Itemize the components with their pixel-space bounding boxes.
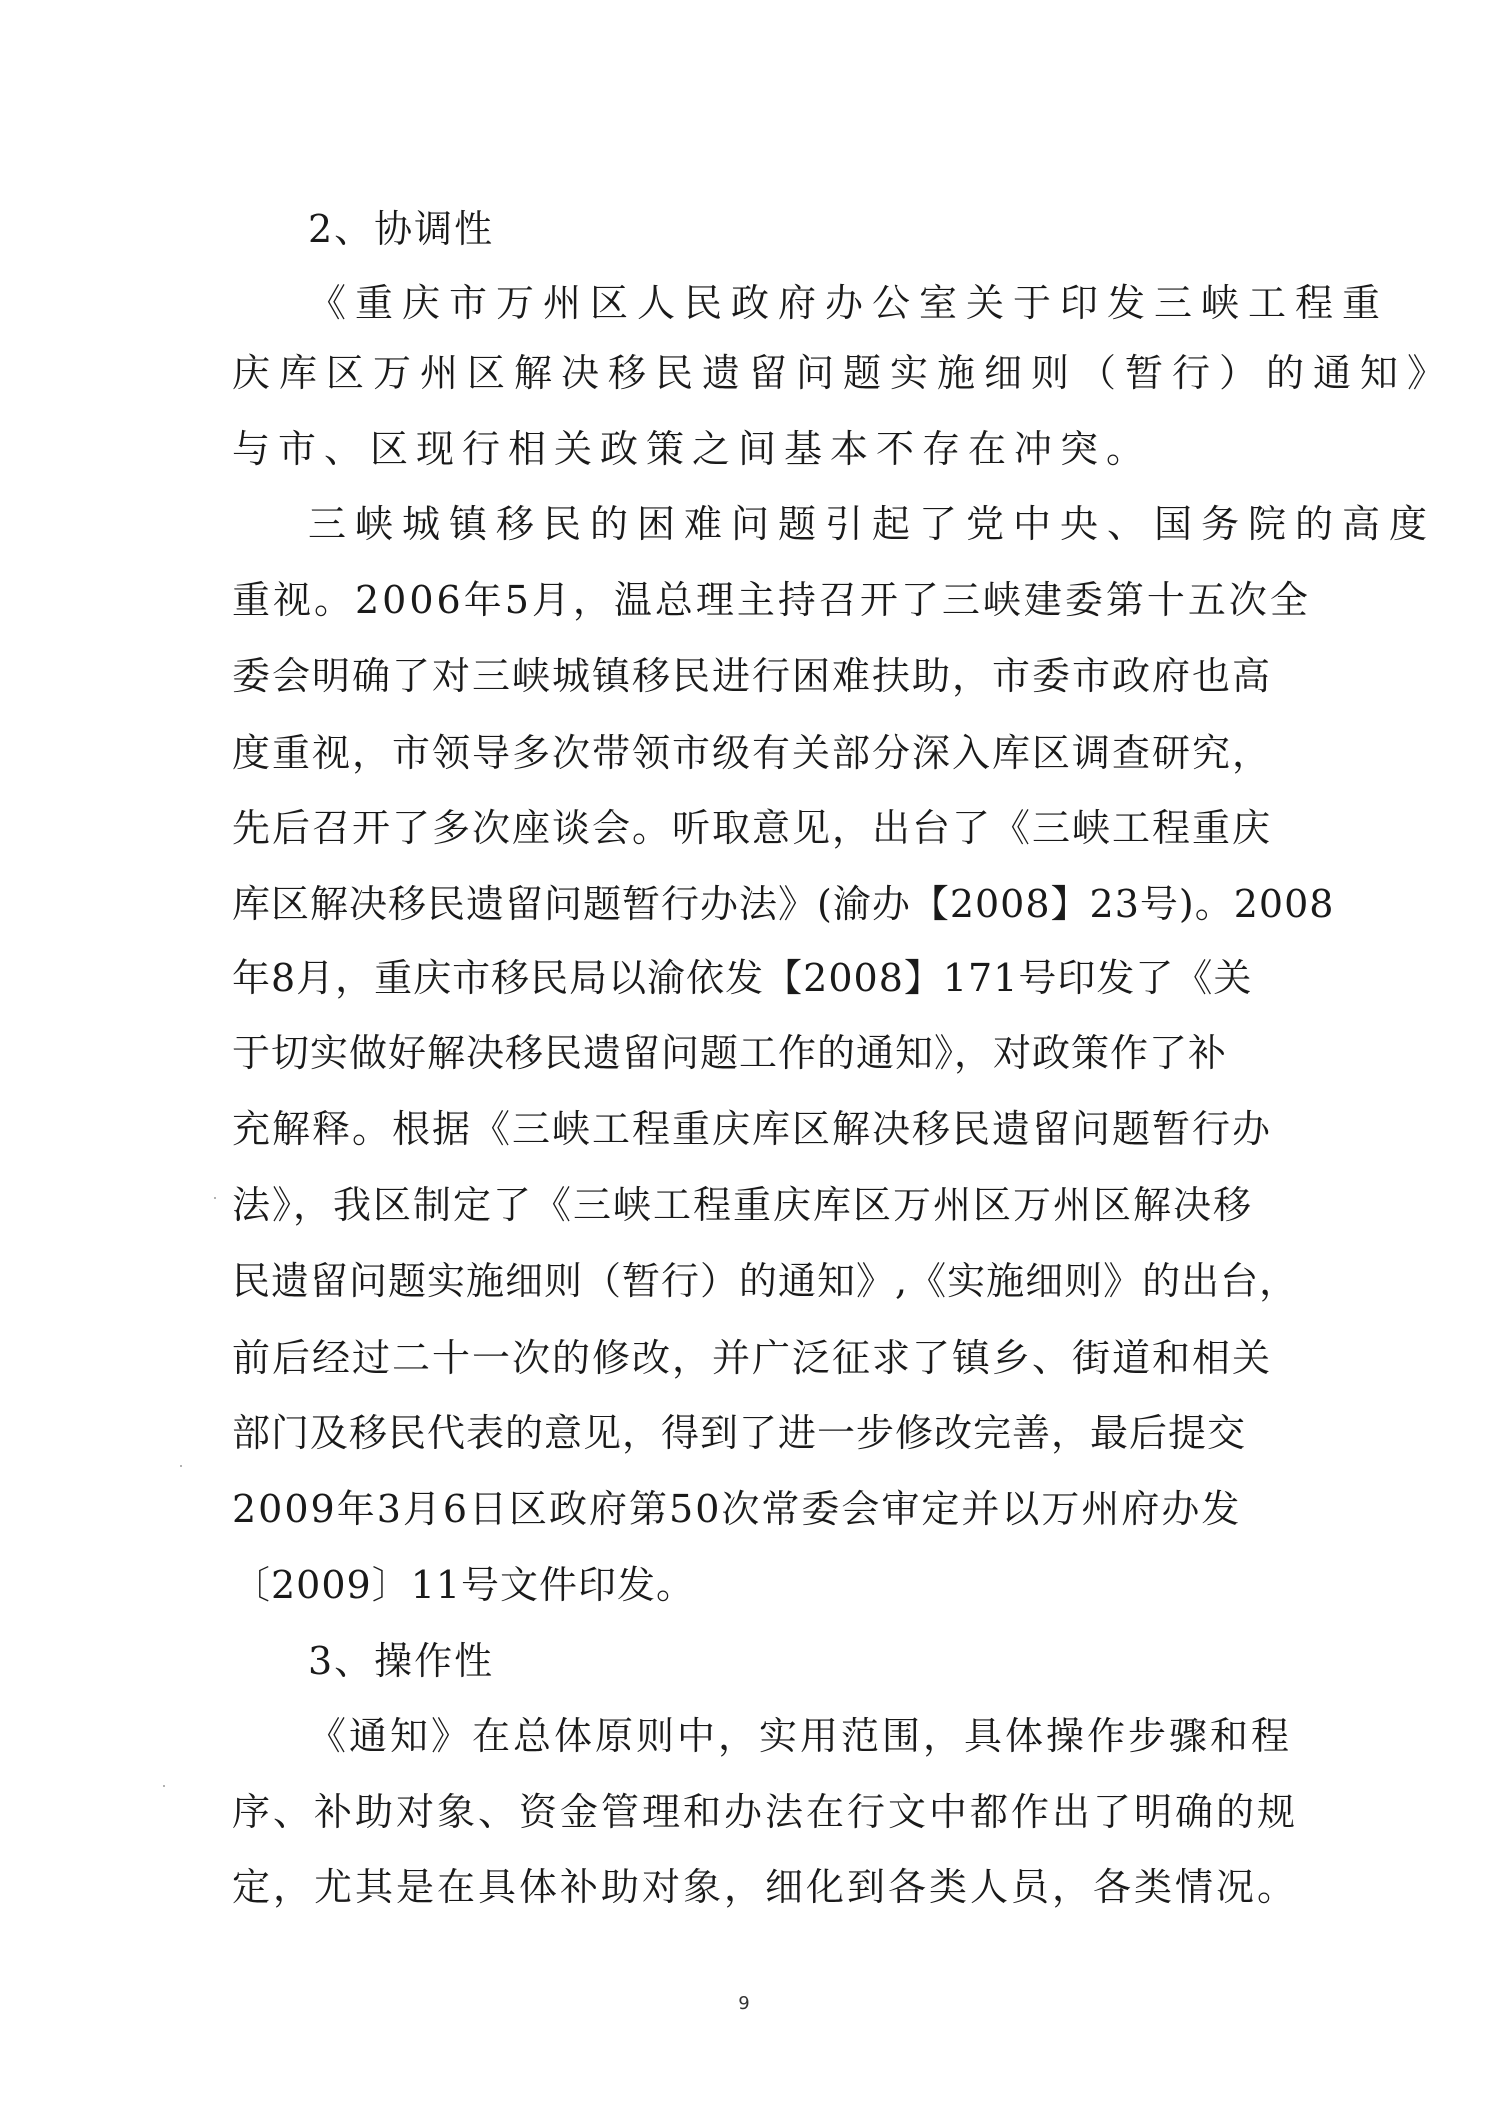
paragraph-line: 〔2009〕11号文件印发。	[232, 1563, 696, 1607]
paragraph-line: 序、补助对象、资金管理和办法在行文中都作出了明确的规	[232, 1790, 1299, 1834]
paragraph-line: 2009年3月6日区政府第50次常委会审定并以万州府办发	[232, 1487, 1242, 1531]
paragraph-line: 前后经过二十一次的修改，并广泛征求了镇乡、街道和相关	[232, 1336, 1273, 1380]
paragraph-line: 庆库区万州区解决移民遗留问题实施细则（暂行）的通知》	[232, 351, 1455, 395]
paragraph-line: 于切实做好解决移民遗留问题工作的通知》，对政策作了补	[232, 1031, 1228, 1075]
paragraph-line: 部门及移民代表的意见，得到了进一步修改完善，最后提交	[232, 1411, 1247, 1455]
section-heading-operability: 3、操作性	[308, 1639, 495, 1683]
paragraph-line: 与市、区现行相关政策之间基本不存在冲突。	[232, 427, 1153, 471]
paragraph-line: 充解释。根据《三峡工程重庆库区解决移民遗留问题暂行办	[232, 1107, 1273, 1151]
paragraph-line: 《通知》在总体原则中，实用范围，具体操作步骤和程	[308, 1714, 1293, 1758]
scan-speck	[180, 1465, 182, 1467]
paragraph-line: 重视。2006年5月，温总理主持召开了三峡建委第十五次全	[232, 578, 1311, 622]
paragraph-line: 民遗留问题实施细则（暂行）的通知》,《实施细则》的出台，	[232, 1259, 1299, 1303]
section-heading-coordination: 2、协调性	[308, 207, 495, 251]
paragraph-line: 度重视，市领导多次带领市级有关部分深入库区调查研究，	[232, 731, 1273, 775]
paragraph-line: 法》，我区制定了《三峡工程重庆库区万州区万州区解决移	[232, 1183, 1254, 1227]
scan-speck	[214, 1197, 216, 1199]
page-number: 9	[738, 1993, 750, 2014]
paragraph-line: 委会明确了对三峡城镇移民进行困难扶助，市委市政府也高	[232, 654, 1273, 698]
paragraph-line: 《重庆市万州区人民政府办公室关于印发三峡工程重	[308, 281, 1390, 325]
paragraph-line: 库区解决移民遗留问题暂行办法》(渝办【2008】23号)。2008	[232, 882, 1335, 926]
scan-speck	[163, 1785, 165, 1787]
paragraph-line: 先后召开了多次座谈会。听取意见，出台了《三峡工程重庆	[232, 806, 1273, 850]
paragraph-line: 年8月，重庆市移民局以渝依发【2008】171号印发了《关	[232, 956, 1253, 1000]
paragraph-line: 定，尤其是在具体补助对象，细化到各类人员，各类情况。	[232, 1865, 1299, 1909]
paragraph-line: 三峡城镇移民的困难问题引起了党中央、国务院的高度	[308, 502, 1437, 546]
